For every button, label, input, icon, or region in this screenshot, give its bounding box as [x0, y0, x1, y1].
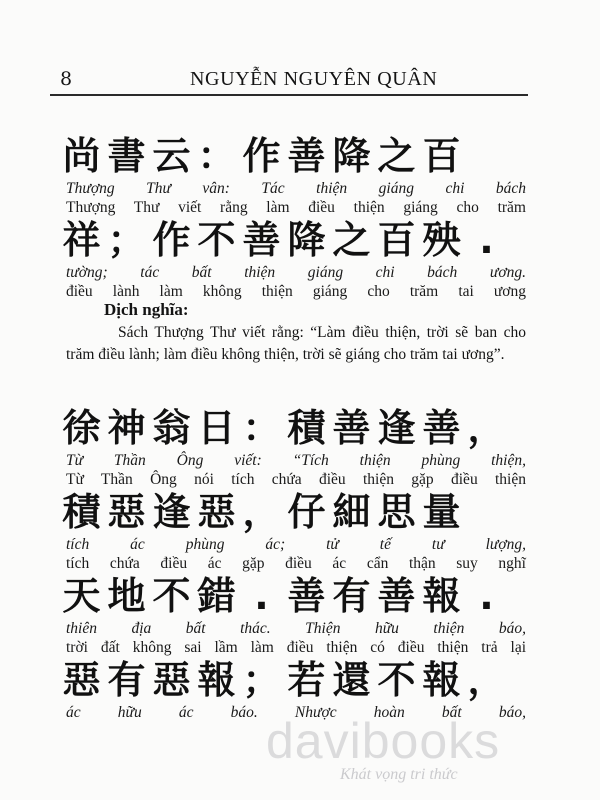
han-char: 量: [422, 490, 467, 534]
han-char: 逢: [377, 406, 422, 450]
han-char: 還: [332, 658, 377, 702]
han-char: 有: [107, 658, 152, 702]
han-char: 惡: [107, 490, 152, 534]
han-char: 尚: [62, 134, 107, 178]
han-char: 地: [107, 574, 152, 618]
han-char: ：: [242, 406, 287, 450]
transliteration-line-2: tường; tác bất thiện giáng chi bách ương.: [66, 264, 526, 281]
han-char: 報: [197, 658, 242, 702]
han-char: 之: [332, 218, 377, 262]
han-line-3: [62, 406, 512, 450]
han-char: 善: [242, 218, 287, 262]
han-char: 善: [377, 574, 422, 618]
han-char: 若: [287, 658, 332, 702]
han-char: ：: [197, 134, 242, 178]
han-char: ，: [467, 658, 512, 702]
han-char: 不: [152, 574, 197, 618]
han-line-5: [62, 574, 512, 618]
han-char: 翁: [152, 406, 197, 450]
han-char: 之: [377, 134, 422, 178]
han-char: 惡: [152, 658, 197, 702]
page-number: 8: [60, 68, 73, 90]
han-char: ，: [242, 490, 287, 534]
transliteration-line-1: Thượng Thư vân: Tác thiện giáng chi bách: [66, 180, 526, 197]
han-char: 云: [152, 134, 197, 178]
gloss-line-4: tích chứa điều ác gặp điều ác cẩn thận suy nghĩ: [66, 555, 526, 572]
han-char: 逢: [152, 490, 197, 534]
han-char: 書: [107, 134, 152, 178]
han-line-6: [62, 658, 512, 702]
han-char: 徐: [62, 406, 107, 450]
han-char: 報: [422, 574, 467, 618]
han-char: 惡: [197, 490, 242, 534]
han-char: 神: [107, 406, 152, 450]
han-char: .: [479, 218, 500, 262]
han-line-4: [62, 490, 467, 534]
han-char: 惡: [62, 658, 107, 702]
han-char: 善: [287, 134, 332, 178]
han-char: 百: [377, 218, 422, 262]
han-char: 善: [287, 574, 332, 618]
transliteration-line-5: thiên địa bất thác. Thiện hữu thiện báo,: [66, 620, 526, 637]
han-char: 報: [422, 658, 467, 702]
han-char: 積: [287, 406, 332, 450]
han-char: 積: [62, 490, 107, 534]
gloss-line-3: Từ Thần Ông nói tích chứa điều thiện gặp điều thiện: [66, 471, 526, 488]
han-char: 思: [377, 490, 422, 534]
gloss-line-2: điều lành làm không thiện giáng cho trăm tai ương: [66, 283, 526, 300]
han-char: 殃: [422, 218, 467, 262]
han-char: ；: [242, 658, 287, 702]
han-char: 降: [287, 218, 332, 262]
han-char: ；: [107, 218, 152, 262]
translation-paragraph: Sách Thượng Thư viết rằng: “Làm điều thiện, trời sẽ ban cho trăm điều lành; làm điều không thiện, trời sẽ giáng cho trăm tai ương”.: [66, 324, 526, 363]
han-char: 降: [332, 134, 377, 178]
gloss-line-1: Thượng Thư viết rằng làm điều thiện giáng cho trăm: [66, 199, 526, 216]
transliteration-line-4: tích ác phùng ác; tử tế tư lượng,: [66, 536, 526, 553]
han-char: 作: [152, 218, 197, 262]
watermark-tagline: Khát vọng tri thức: [340, 766, 458, 783]
gloss-line-5: trời đất không sai lầm làm điều thiện có điều thiện trả lại: [66, 639, 526, 656]
running-header-title: NGUYỄN NGUYÊN QUÂN: [190, 68, 438, 90]
han-char: .: [254, 574, 275, 618]
han-char: 善: [332, 406, 377, 450]
han-char: 不: [197, 218, 242, 262]
han-char: 日: [197, 406, 242, 450]
han-char: .: [479, 574, 500, 618]
han-char: 善: [422, 406, 467, 450]
watermark-logo: davibooks: [266, 713, 501, 769]
han-char: 細: [332, 490, 377, 534]
transliteration-line-6: ác hữu ác báo. Nhược hoàn bất báo,: [66, 704, 526, 721]
transliteration-line-3: Từ Thần Ông viết: “Tích thiện phùng thiện,: [66, 452, 526, 469]
running-header: [50, 66, 528, 96]
han-char: 有: [332, 574, 377, 618]
translation-heading: Dịch nghĩa:: [104, 300, 189, 319]
han-line-1: [62, 134, 467, 178]
han-char: 錯: [197, 574, 242, 618]
han-char: 祥: [62, 218, 107, 262]
han-line-2: [62, 218, 512, 262]
han-char: 百: [422, 134, 467, 178]
han-char: 仔: [287, 490, 332, 534]
han-char: 作: [242, 134, 287, 178]
han-char: ，: [467, 406, 512, 450]
han-char: 不: [377, 658, 422, 702]
han-char: 天: [62, 574, 107, 618]
